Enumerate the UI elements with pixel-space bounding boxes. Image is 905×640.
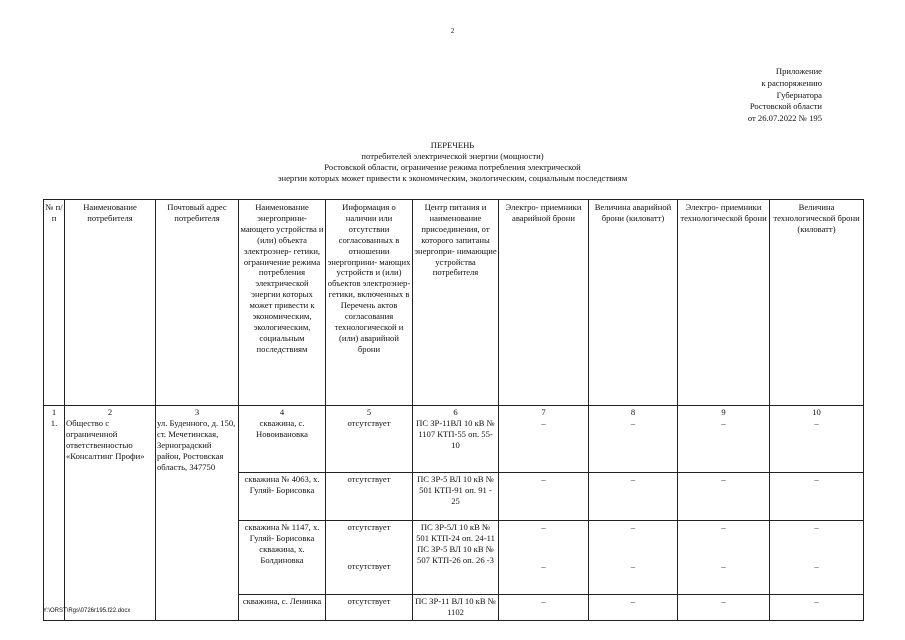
- info: отсутствует: [326, 594, 413, 620]
- header-info: Информация о наличии или отсутствии согласованных в отношении энергоприни- мающих устройств и (или) объектов электроэнер- гетики, включенных в Перечень актов согласования технологической и (или) аварийной брони: [326, 200, 413, 406]
- info-cell: [326, 406, 413, 473]
- device-cell: [239, 406, 326, 473]
- value: –: [678, 472, 770, 520]
- col-number: 5: [366, 407, 372, 417]
- title-line: Ростовской области, ограничение режима потребления электрической: [324, 162, 581, 172]
- value: –: [499, 594, 589, 620]
- power-center: ПС ЗР-11 ВЛ 10 кВ № 1102: [413, 594, 499, 620]
- info-cell: [326, 520, 413, 594]
- value: –: [541, 417, 546, 428]
- address-cell: [156, 594, 239, 620]
- power-center: ПС ЗР-11ВЛ 10 кВ № 1107 КТП-55 оп. 55-10: [416, 417, 495, 450]
- info: отсутствует: [347, 521, 391, 532]
- col-number: 4: [279, 407, 285, 417]
- appendix-line: Губернатора: [776, 89, 822, 100]
- address-cell: [156, 472, 239, 520]
- col-number: 1: [51, 407, 57, 417]
- value: –: [630, 521, 636, 532]
- consumer-address: ул. Буденного, д. 150, ст. Мечетинская, Зерноградский район, Ростовская область, 347750: [157, 417, 236, 472]
- center-cell: [413, 520, 499, 594]
- header-emergency-receivers: Электро- приемники аварийной брони: [499, 200, 589, 406]
- appendix-line: Ростовской области: [749, 101, 822, 112]
- title-heading: ПЕРЕЧЕНЬ: [430, 140, 475, 150]
- value: –: [630, 560, 636, 571]
- table-row: [44, 472, 864, 520]
- consumers-table: [43, 199, 864, 621]
- value: –: [814, 417, 819, 428]
- power-center: ПС ЗР-5 ВЛ 10 кВ № 501 КТП-91 оп. 91 - 25: [413, 472, 499, 520]
- record-number-cell: [44, 520, 65, 594]
- c9-cell: [678, 520, 770, 594]
- header-device: Наименование энергоприни- мающего устройства и (или) объекта электроэнер- гетики, ограничение режима потребления электрической энергии которых может привести к экономическим, экологическим, социальным последствиям: [239, 200, 326, 406]
- info: отсутствует: [326, 472, 413, 520]
- c7-cell: [499, 406, 589, 473]
- value: –: [770, 594, 864, 620]
- table-row: [44, 520, 864, 594]
- header-num: № п/п: [44, 200, 65, 406]
- header-address: Почтовый адрес потребителя: [156, 200, 239, 406]
- value: –: [721, 417, 726, 428]
- title-line: потребителей электрической энергии (мощности): [361, 151, 544, 161]
- appendix-block: [748, 66, 822, 125]
- consumer-name: Общество с ограниченной ответственностью «Консалтинг Профи»: [66, 417, 145, 461]
- c9-cell: [678, 406, 770, 473]
- value: –: [541, 560, 546, 571]
- table-row: [44, 594, 864, 620]
- c10-cell: [770, 520, 864, 594]
- col-number: 2: [107, 407, 113, 417]
- header-power-center: Центр питания и наименование присоединения, от которого запитаны энергопри- нимающие устройства потребителя: [413, 200, 499, 406]
- value: –: [541, 521, 546, 532]
- header-row: [44, 200, 864, 406]
- center-cell: [413, 406, 499, 473]
- info: отсутствует: [347, 560, 391, 571]
- value: –: [721, 521, 726, 532]
- c10-cell: [770, 406, 864, 473]
- value: –: [589, 472, 678, 520]
- table-row: [44, 406, 864, 473]
- c8-cell: [589, 520, 678, 594]
- device-cell: [239, 520, 326, 594]
- value: –: [770, 472, 864, 520]
- value: –: [499, 472, 589, 520]
- title-line: энергии которых может привести к экономическим, экологическим, социальным последствиям: [277, 173, 628, 183]
- consumer-name-cell: [65, 472, 156, 520]
- value: –: [814, 560, 819, 571]
- record-number-cell: [44, 472, 65, 520]
- c8-cell: [589, 406, 678, 473]
- address-cell: [156, 406, 239, 473]
- col-number: 8: [630, 407, 636, 417]
- col-number: 6: [453, 407, 458, 417]
- device: скважина, с. Ленинка: [239, 594, 326, 620]
- document-title: [0, 140, 905, 184]
- device: скважина № 4063, х. Гуляй- Борисовка: [239, 472, 326, 520]
- value: –: [721, 560, 726, 571]
- c7-cell: [499, 520, 589, 594]
- consumer-name-cell: [65, 520, 156, 594]
- col-number: 3: [194, 407, 200, 417]
- device: скважина, с. Новоивановка: [256, 417, 308, 439]
- col-number: 10: [812, 407, 821, 417]
- appendix-line: к распоряжению: [761, 77, 822, 88]
- device: скважина № 1147, х. Гуляй- Борисовка: [244, 521, 320, 543]
- page-number: 2: [450, 27, 455, 35]
- header-emergency-reserve: Величина аварийной брони (киловатт): [589, 200, 678, 406]
- header-tech-reserve: Величина технологической брони (киловатт): [770, 200, 864, 406]
- value: –: [589, 594, 678, 620]
- power-center: ПС ЗР-5 ВЛ 10 кВ № 507 КТП-26 оп. 26 -3: [417, 543, 494, 565]
- file-path-footer: Y:\ORST\Rgs\0726r195.f22.docx: [43, 608, 131, 614]
- info: отсутствует: [347, 417, 391, 428]
- device: скважина, х. Болдиновка: [259, 543, 305, 565]
- header-consumer-name: Наименование потребителя: [65, 200, 156, 406]
- value: –: [630, 417, 636, 428]
- record-number: 1.: [50, 417, 58, 428]
- col-number: 7: [541, 407, 546, 417]
- header-tech-receivers: Электро- приемники технологической брони: [678, 200, 770, 406]
- value: –: [678, 594, 770, 620]
- record-number-cell: [44, 406, 65, 473]
- power-center: ПС ЗР-5Л 10 кВ № 501 КТП-24 оп. 24-11: [416, 521, 495, 543]
- address-cell: [156, 520, 239, 594]
- consumer-name-cell: [65, 406, 156, 473]
- appendix-date: от 26.07.2022 № 195: [747, 113, 822, 124]
- appendix-line: Приложение: [775, 66, 822, 76]
- value: –: [814, 521, 819, 532]
- col-number: 9: [721, 407, 726, 417]
